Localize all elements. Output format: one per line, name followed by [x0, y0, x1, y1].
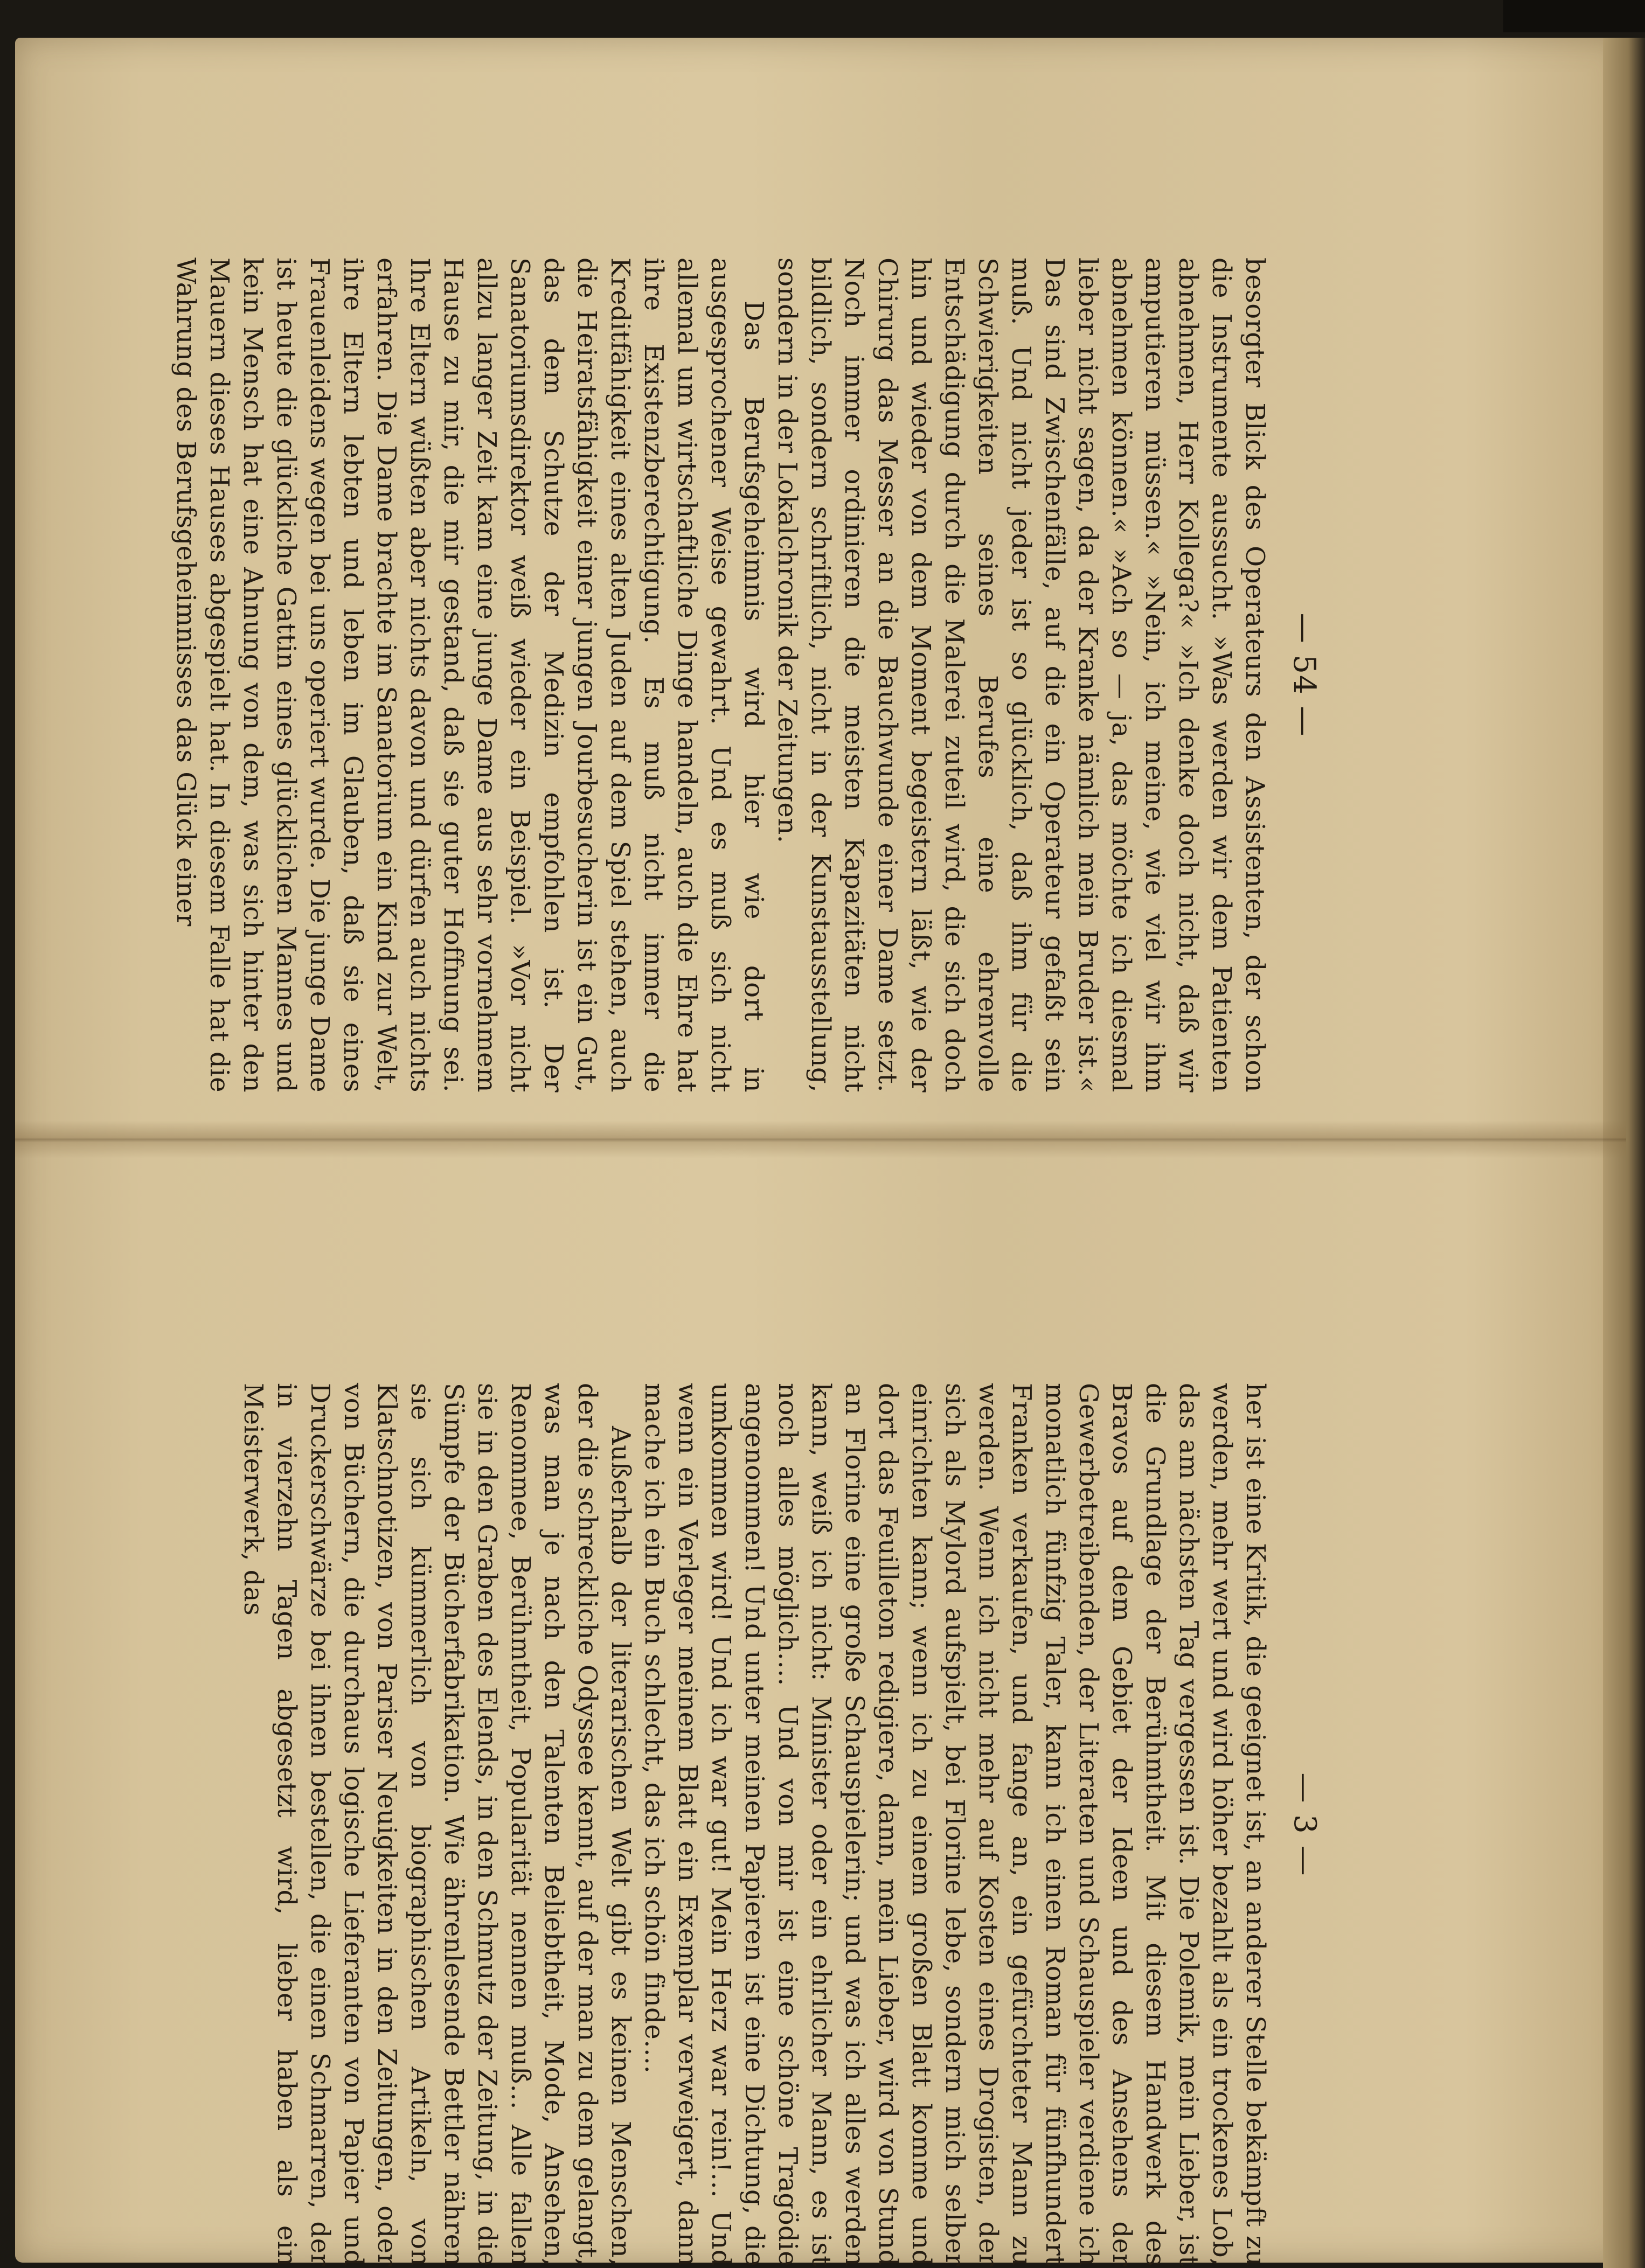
page-3 — [238, 1383, 1322, 2266]
paragraph: Das Berufsgeheimnis wird hier wie dort in ausgesprochener Weise gewahrt. Und es muß sich nicht allemal um wirtschaftliche Dinge handeln, auch die Ehre hat ihre Existenzberechtigung. Es muß nicht immer die Kreditfähigkeit eines alten Juden auf dem Spiel stehen, auch die Heiratsfähigkeit einer jungen Jourbesucherin ist ein Gut, das dem Schutze der Medizin empfohlen ist. Der Sanatoriumsdirektor weiß wieder ein Beispiel. »Vor nicht allzu langer Zeit kam eine junge Dame aus sehr vornehmem Hause zu mir, die mir gestand, daß sie guter Hoffnung sei. Ihre Eltern wüßten aber nichts davon und dürfen auch nichts erfahren. Die Dame brachte im Sanatorium ein Kind zur Welt, ihre Eltern lebten und leben im Glauben, daß sie eines Frauenleidens wegen bei uns operiert wurde. Die junge Dame ist heute die glückliche Gattin eines glücklichen Mannes und kein Mensch hat eine Ahnung von dem, was sich hinter den Mauern dieses Hauses abgespielt hat. In diesem Falle hat die Wahrung des Berufsgeheimnisses das Glück einer — [171, 258, 769, 1093]
background-corner — [1503, 0, 1645, 32]
center-fold — [15, 1121, 1626, 1158]
paragraph: her ist eine Kritik, die geeignet ist, an anderer Stelle bekämpft zu werden, mehr wert und wird höher bezahlt als ein trockenes Lob, das am nächsten Tag vergessen ist. Die Polemik, mein Lieber, ist die Grundlage der Berühmtheit. Mit diesem Handwerk des Bravos auf dem Gebiet der Ideen und des Ansehens der Gewerbetreibenden, der Literaten und Schauspieler verdiene ich monatlich fünfzig Taler, kann ich einen Roman für fünfhundert Franken verkaufen, und fange an, ein gefürchteter Mann zu werden. Wenn ich nicht mehr auf Kosten eines Drogisten, der sich als Mylord aufspielt, bei Florine lebe, sondern mich selber einrichten kann; wenn ich zu einem großen Blatt komme und dort das Feuilleton redigiere, dann, mein Lieber, wird von Stund an Florine eine große Schauspielerin; und was ich alles werden kann, weiß ich nicht: Minister oder ein ehrlicher Mann, es ist noch alles möglich.... Und von mir ist eine schöne Tragödie angenommen! Und unter meinen Papieren ist eine Dichtung, die umkommen wird! Und ich war gut! Mein Herz war rein!... Und wenn ein Verleger meinem Blatt ein Exemplar verweigert, dann mache ich ein Buch schlecht, das ich schön finde.... — [639, 1383, 1271, 2266]
paragraph: Außerhalb der literarischen Welt gibt es keinen Menschen, der die schreckliche Odyssee kennt, auf der man zu dem gelangt, was man je nach den Talenten Beliebtheit, Mode, Ansehen, Renommee, Berühmtheit, Popularität nennen muß... Alle fallen sie in den Graben des Elends, in den Schmutz der Zeitung, in die Sümpfe der Bücherfabrikation. Wie ährenlesende Bettler nähren sie sich kümmerlich von biographischen Artikeln, von Klatschnotizen, von Pariser Neuigkeiten in den Zeitungen, oder von Büchern, die durchaus logische Lieferanten von Papier und Druckerschwärze bei ihnen bestellen, die einen Schmarren, der in vierzehn Tagen abgesetzt wird, lieber haben als ein Meisterwerk, das — [238, 1383, 636, 2266]
page-54 — [171, 258, 1322, 1093]
page-number: — 54 — — [1287, 613, 1322, 738]
paragraph: besorgter Blick des Operateurs den Assistenten, der schon die Instrumente aussucht. »Was werden wir dem Patienten abnehmen, Herr Kollega?« »Ich denke doch nicht, daß wir amputieren müssen.« »Nein, ich meine, wie viel wir ihm abnehmen können.« »Ach so — ja, das möchte ich diesmal lieber nicht sagen, da der Kranke nämlich mein Bruder ist.« Das sind Zwischenfälle, auf die ein Operateur gefaßt sein muß. Und nicht jeder ist so glücklich, daß ihm für die Schwierigkeiten seines Berufes eine ehrenvolle Entschädigung durch die Malerei zuteil wird, die sich doch hin und wieder von dem Moment begeistern läßt, wie der Chirurg das Messer an die Bauchwunde einer Dame setzt. Noch immer ordinieren die meisten Kapazitäten nicht bildlich, sondern schriftlich, nicht in der Kunstausstellung, sondern in der Lokalchronik der Zeitungen. — [772, 258, 1270, 1093]
page-number: — 3 — — [1287, 1772, 1322, 1877]
page-body — [169, 258, 1272, 1093]
page-body — [237, 1383, 1272, 2266]
